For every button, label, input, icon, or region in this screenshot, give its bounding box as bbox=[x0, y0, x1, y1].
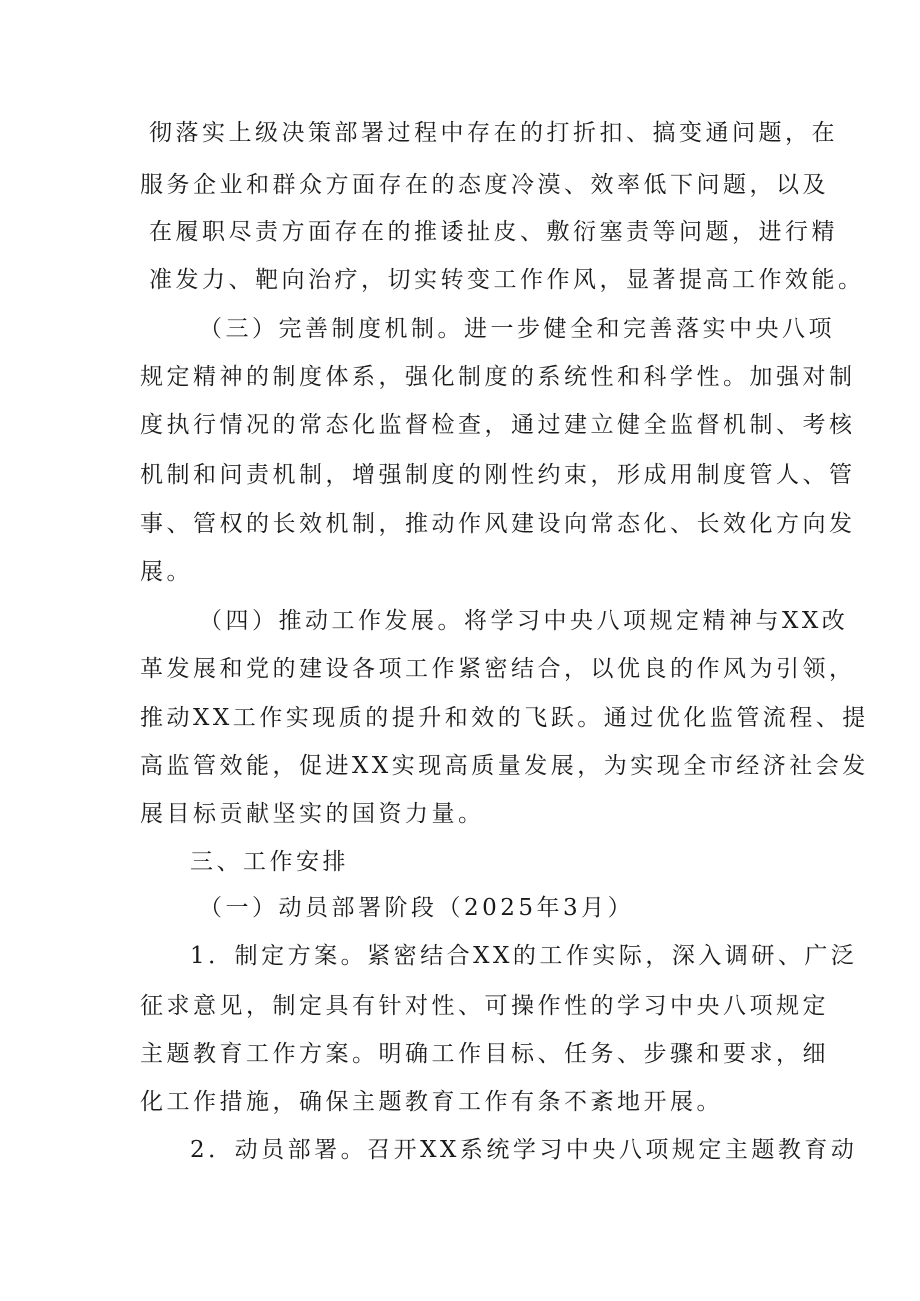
paragraph-heading: （四）推动工作发展。将学习中央八项规定精神与XX改 bbox=[199, 608, 849, 634]
paragraph-heading: （一）动员部署阶段（2025年3月） bbox=[199, 895, 635, 921]
text-line: 服务企业和群众方面存在的态度冷漠、效率低下问题，以及 bbox=[140, 172, 829, 198]
text-line: 2．动员部署。召开XX系统学习中央八项规定主题教育动 bbox=[190, 1137, 858, 1163]
text-line: 展目标贡献坚实的国资力量。 bbox=[140, 801, 485, 827]
text-line: 规定精神的制度体系，强化制度的系统性和科学性。加强对制 bbox=[140, 364, 856, 390]
text-line: 彻落实上级决策部署过程中存在的打折扣、搞变通问题，在 bbox=[149, 120, 838, 146]
text-line: 征求意见，制定具有针对性、可操作性的学习中央八项规定 bbox=[140, 993, 829, 1019]
text-line: 1．制定方案。紧密结合XX的工作实际，深入调研、广泛 bbox=[190, 943, 858, 969]
text-line: 事、管权的长效机制，推动作风建设向常态化、长效化方向发 bbox=[140, 511, 856, 537]
text-line: 度执行情况的常态化监督检查，通过建立健全监督机制、考核 bbox=[140, 412, 856, 438]
section-heading: 三、工作安排 bbox=[190, 849, 349, 875]
text-line: 主题教育工作方案。明确工作目标、任务、步骤和要求，细 bbox=[140, 1041, 829, 1067]
text-line: 展。 bbox=[140, 559, 193, 585]
paragraph-heading: （三）完善制度机制。进一步健全和完善落实中央八项 bbox=[199, 316, 835, 342]
text-line: 准发力、靶向治疗，切实转变工作作风，显著提高工作效能。 bbox=[149, 267, 865, 293]
text-line: 革发展和党的建设各项工作紧密结合，以优良的作风为引领， bbox=[140, 656, 856, 682]
text-line: 高监管效能，促进XX实现高质量发展，为实现全市经济社会发 bbox=[140, 753, 869, 779]
text-line: 在履职尽责方面存在的推诿扯皮、敷衍塞责等问题，进行精 bbox=[149, 219, 838, 245]
text-line: 机制和问责机制，增强制度的刚性约束，形成用制度管人、管 bbox=[140, 462, 856, 488]
text-line: 推动XX工作实现质的提升和效的飞跃。通过优化监管流程、提 bbox=[140, 705, 869, 731]
text-line: 化工作措施，确保主题教育工作有条不紊地开展。 bbox=[140, 1089, 723, 1115]
